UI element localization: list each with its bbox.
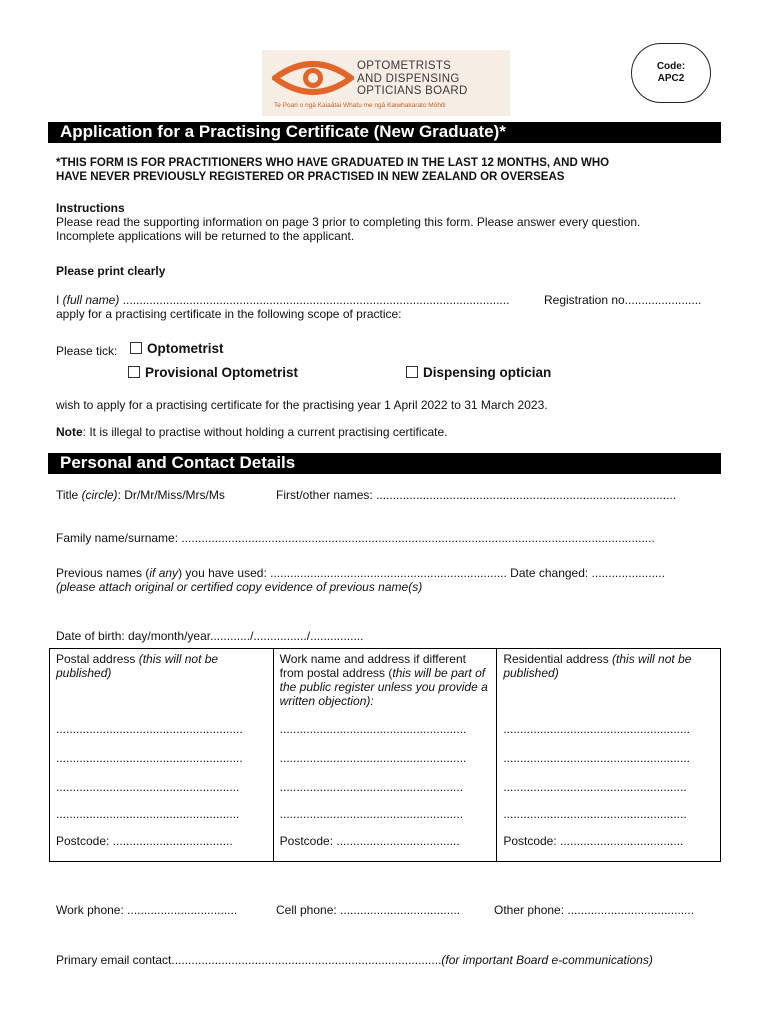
dispensing-optician-option[interactable] — [406, 366, 551, 380]
provisional-optometrist-label: Provisional Optometrist — [145, 365, 299, 380]
full-name-field[interactable] — [56, 293, 509, 307]
optometrist-option[interactable] — [130, 342, 224, 356]
work-address-heading — [280, 652, 491, 708]
postal-address-heading — [56, 652, 267, 680]
postal-address-line-2[interactable]: ........................................................ — [56, 751, 243, 765]
date-of-birth-field[interactable]: Date of birth: day/month/year............/................/................ — [56, 629, 364, 643]
postal-address-line-1[interactable]: ........................................................ — [56, 722, 243, 736]
instructions-line-2: Incomplete applications will be returned to the applicant. — [56, 229, 355, 243]
work-address-line-4[interactable]: ....................................................... — [279, 807, 464, 821]
work-postcode-field[interactable]: Postcode: ..................................... — [279, 834, 460, 848]
previous-names-prefix: Previous names ( — [56, 566, 150, 580]
work-address-line-2[interactable]: ........................................................ — [279, 751, 467, 765]
postal-address-cell[interactable] — [50, 649, 274, 862]
work-address-cell[interactable] — [273, 649, 497, 862]
email-label: Primary email contact................................................................................. — [56, 953, 442, 967]
full-name-dots: .................................................................................................................... — [119, 293, 510, 307]
residential-address-line-4[interactable]: ....................................................... — [503, 807, 687, 821]
code-label: Code: — [656, 61, 686, 72]
work-address-line-3[interactable]: ....................................................... — [279, 780, 464, 794]
dispensing-optician-checkbox[interactable] — [406, 366, 418, 378]
residential-address-cell[interactable] — [497, 649, 721, 862]
residential-address-heading — [503, 652, 714, 680]
postal-address-line-3[interactable]: ....................................................... — [56, 780, 240, 794]
legal-note — [56, 425, 448, 439]
previous-names-evidence-note: (please attach original or certified copy evidence of previous name(s) — [56, 580, 423, 594]
family-name-field[interactable]: Family name/surname: .............................................................................................................................................. — [56, 531, 655, 545]
residential-address-line-2[interactable]: ........................................................ — [503, 751, 691, 765]
previous-names-field[interactable] — [56, 566, 665, 580]
previous-names-ifany: if any — [149, 566, 179, 580]
other-phone-field[interactable]: Other phone: ...................................... — [494, 903, 695, 917]
previous-names-suffix: ) you have used: ....................................................................... Date changed: ...................... — [178, 566, 665, 580]
full-name-prefix: I — [56, 293, 63, 307]
note-label: Note — [56, 425, 83, 439]
residential-postcode-field[interactable]: Postcode: ..................................... — [503, 834, 684, 848]
email-note: (for important Board e-communications) — [441, 953, 653, 967]
registration-number-field[interactable]: Registration no....................... — [544, 293, 702, 307]
print-clearly-note: Please print clearly — [56, 264, 166, 278]
personal-details-bar: Personal and Contact Details — [48, 453, 721, 474]
postal-address-note: (this will not be published) — [56, 652, 219, 680]
apply-text: apply for a practising certificate in the following scope of practice: — [56, 307, 402, 321]
note-text: : It is illegal to practise without holding a current practising certificate. — [82, 425, 448, 439]
first-names-field[interactable]: First/other names: .......................................................................................... — [276, 488, 677, 502]
postal-address-line-4[interactable]: ....................................................... — [56, 807, 240, 821]
org-line-2: AND DISPENSING — [357, 72, 460, 85]
cell-phone-field[interactable]: Cell phone: .................................... — [276, 903, 461, 917]
work-address-line-1[interactable]: ........................................................ — [279, 722, 467, 736]
optometrist-checkbox[interactable] — [130, 342, 142, 354]
provisional-optometrist-checkbox[interactable] — [128, 366, 140, 378]
instructions-heading: Instructions — [56, 201, 125, 215]
postal-address-label: Postal address — [56, 652, 139, 666]
title-circle-hint: (circle) — [81, 488, 118, 502]
title-options: : Dr/Mr/Miss/Mrs/Ms — [117, 488, 225, 502]
work-phone-field[interactable]: Work phone: ................................. — [56, 903, 238, 917]
email-field[interactable] — [56, 953, 653, 967]
residential-address-label: Residential address — [503, 652, 613, 666]
practising-year-text: wish to apply for a practising certificate for the practising year 1 April 2022 to 31 March 2023. — [56, 398, 548, 412]
work-address-note: this will be part of the public register unless you provide a written objection): — [279, 666, 488, 708]
code-value: APC2 — [657, 73, 685, 84]
residential-address-note: (this will not be published) — [503, 652, 692, 680]
org-line-1: OPTOMETRISTS — [357, 60, 452, 72]
work-address-label: Work name and address if different from postal address ( — [279, 652, 466, 680]
residential-address-line-3[interactable]: ....................................................... — [503, 780, 687, 794]
title-field[interactable] — [56, 488, 225, 502]
postal-postcode-field[interactable]: Postcode: .................................... — [56, 834, 233, 848]
org-line-3: OPTICIANS BOARD — [357, 85, 468, 97]
form-code-badge — [631, 43, 711, 103]
optometrist-label: Optometrist — [147, 341, 224, 356]
dispensing-optician-label: Dispensing optician — [423, 365, 552, 380]
application-title-bar: Application for a Practising Certificate (New Graduate)* — [48, 122, 721, 143]
title-prefix: Title — [56, 488, 82, 502]
maori-name: Te Poari o ngā Kaiaātai Whatu me ngā Kaiwhakarato Mōhiti — [274, 102, 446, 109]
notice-line-1: *THIS FORM IS FOR PRACTITIONERS WHO HAVE GRADUATED IN THE LAST 12 MONTHS, AND WHO — [56, 157, 610, 169]
org-name — [357, 60, 468, 98]
residential-address-line-1[interactable]: ........................................................ — [503, 722, 691, 736]
eye-logo-icon — [272, 56, 354, 100]
notice-line-2: HAVE NEVER PREVIOUSLY REGISTERED OR PRACTISED IN NEW ZEALAND OR OVERSEAS — [56, 171, 565, 183]
please-tick-label: Please tick: — [56, 344, 118, 358]
provisional-optometrist-option[interactable] — [128, 366, 298, 380]
full-name-label: (full name) — [62, 293, 120, 307]
instructions-line-1: Please read the supporting information on page 3 prior to completing this form. Please answer every question. — [56, 215, 641, 229]
board-logo — [262, 50, 510, 116]
address-table — [49, 648, 721, 862]
